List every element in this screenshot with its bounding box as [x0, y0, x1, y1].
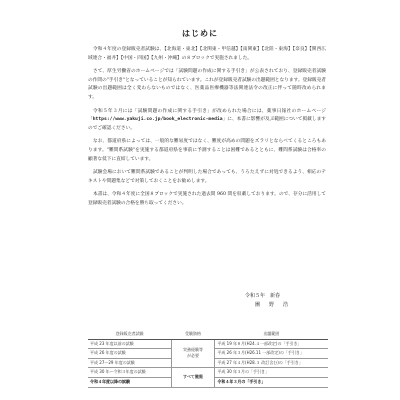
paragraph: さて、厚生労働省のホームページでは「試験問題の作成に関する手引き」が公表されており、登録販売者試験の作問の"手引き"となっていることが知られています。これが登録販売者試験の出題範囲となります。登録販売者試験の出題範囲は全く変わらないものではなく、医薬品医療機器等法関連法令の改正に伴って随時改められます。 — [88, 69, 326, 100]
table-cell: 平成 30 年〜令和３年度の試験 — [88, 368, 171, 378]
table-cell-merged: すべて撤廃 — [171, 368, 215, 387]
table-header: 出題範囲 — [215, 330, 328, 339]
signature-date: 令和５年 新春 — [245, 293, 281, 299]
paragraph-with-url — [88, 108, 326, 134]
url-link[interactable]: https://www.yakuji.co.jp/book_electronic-media — [92, 117, 223, 123]
signature-author: 團 野 浩 — [255, 302, 291, 308]
table-row — [88, 339, 328, 349]
table-cell: 令和４年３月の「手引き」 — [215, 377, 328, 387]
page-title: はじめに — [182, 29, 218, 38]
table-header: 登録販売者試験 — [88, 330, 171, 339]
paragraph-text: 」に、本書に影響が及ぶ範囲について掲載しますのでご確認ください。 — [88, 117, 326, 131]
table-cell: 平成 26 年度の試験 — [88, 349, 171, 359]
table-cell: 平成 19 年８月(H24.４一部改定)の「手引き」 — [215, 339, 328, 349]
table-cell: 平成 26 年３月(H26.11 一部改定)の「手引き」 — [215, 349, 328, 359]
table-cell: 平成 23 年度以前の試験 — [88, 339, 171, 349]
table-cell: 平成 30 年３月の「手引き」 — [215, 368, 328, 378]
exam-range-table — [88, 330, 328, 388]
table-cell-merged: 実務経験等 が必要 — [171, 339, 215, 368]
paragraph: 令和４年度の登録販売者試験は、【北海道・東北】【北関東・甲信越】【南関東】【北陸・東海】【奈良】【関西広域連合・福井】【中国・四国】【九州・沖縄】の８ブロックで実施されました。 — [88, 47, 326, 61]
table-cell: 令和４年度以降の試験 — [88, 377, 171, 387]
paragraph: なお、都道府県によっては、一般的な難易度ではなく、難度が高めの問題をズラリとならべてくるところもあります。"難問系試験"を実施する都道府県を事前に予測することは困難であるとともに、難問系試験は合格率の顧著な低下に直結しています。 — [88, 139, 326, 162]
table-cell: 平成 27〜29 年度の試験 — [88, 358, 171, 368]
table-header: 受験資格 — [171, 330, 215, 339]
signature-block — [245, 292, 325, 310]
paragraph: 本書は、令和４年度に全国８ブロックで実施された過去問 960 問を収載しております。ので、存分に活用して登録販売者試験の合格を勝ち取ってください。 — [88, 192, 326, 206]
table-row — [88, 368, 328, 378]
table-cell: 平成 27 年４月(H28.３ 改訂含む)の「手引き」 — [215, 358, 328, 368]
preface-body — [88, 46, 326, 214]
table-header-row — [88, 330, 328, 339]
paragraph: 試験会場において難問系試験であることが判明した場合であっても、うろたえずに対処できるよう、相応のテキストや問題集などで対策しておくことをお勧めします。 — [88, 170, 326, 184]
paragraph-text: 令和５年３月には「試験問題の作成に関する手引き」が改められた場合には、薬事日報社のホームページ「 — [88, 108, 326, 123]
